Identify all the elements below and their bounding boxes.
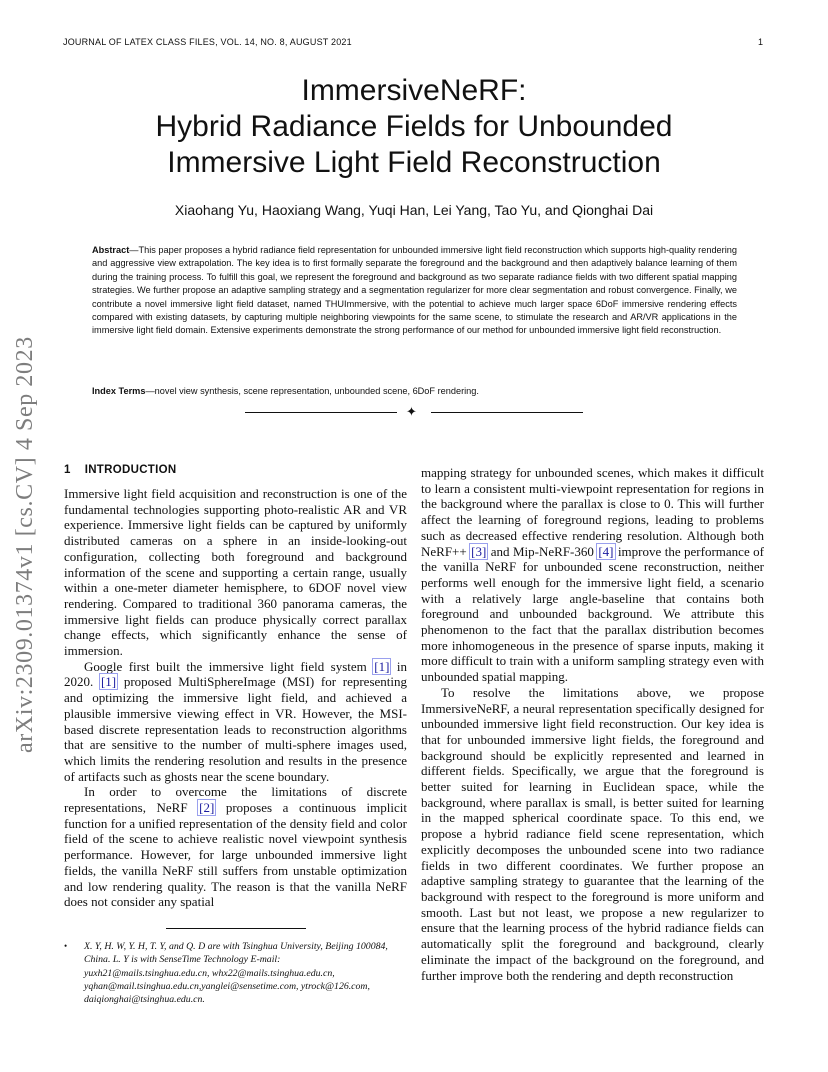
section-heading (64, 464, 176, 476)
paragraph-text: proposes a continuous implicit function for a unified representation of the density field and color field of the scene to achieve realistic novel viewpoint synthesis performance. However, for large unbounded immersive light fields, the vanilla NeRF still suffers from unstable optimization and low rendering quality. The reason is that the vanilla NeRF does not consider any spatial (64, 800, 407, 910)
page-number: 1 (758, 37, 764, 47)
section-divider (245, 404, 585, 420)
footnote-bullet-icon: • (64, 941, 68, 951)
index-terms-text: —novel view synthesis, scene representation, unbounded scene, 6DoF rendering. (145, 386, 479, 396)
right-column (421, 465, 764, 983)
divider-line-left (245, 412, 397, 413)
paragraph: Immersive light field acquisition and reconstruction is one of the fundamental technologies supporting photo-realistic AR and VR experience. Immersive light fields can be captured by uniformly distributed cameras on a sphere in an inside-looking-out configuration, collecting both foreground and background information of the scene and supporting a certain range, usually within a one-meter diameter hemisphere, to 6DOF novel view rendering. Compared to traditional 360 panorama cameras, the immersive light fields can produce physically correct parallax change effects, which significantly enhance the sense of immersion. (64, 486, 407, 659)
paragraph-text: improve the performance of the vanilla NeRF for unbounded scene reconstruction, neither performs well enough for the immersive light field, a scenario with a relatively large angle-baseline that contains both foreground and unbounded background. We attribute this phenomenon to the fact that the parallax distribution becomes more inhomogeneous in the presence of sparse inputs, making it more difficult to train with a uniform sampling strategy even with unbounded spatial mapping. (421, 543, 764, 685)
paragraph (64, 784, 407, 910)
citation-link[interactable]: [2] (199, 800, 215, 816)
citation-link[interactable]: [4] (598, 543, 614, 559)
footnote-text: X. Y, H. W, Y. H, T. Y, and Q. D are with Tsinghua University, Beijing 100084, China. L. Y is with SenseTime Technology E-mail: yuxh21@mails.tsinghua.edu.cn, whx22@mails.tsinghua.edu.cn, yqhan@mail.tsinghua.edu.cn,yanglei@sensetime.com, ytrock@126.com, daiqionghai@tsinghua.edu.cn. (84, 941, 388, 1006)
abstract-label: Abstract (92, 245, 130, 255)
left-column (64, 486, 407, 910)
abstract-text: —This paper proposes a hybrid radiance field representation for unbounded immersive light field reconstruction which supports high-quality rendering and aggressive view extrapolation. The key idea is to first formally separate the foreground and the background and then adaptively balance learning of them during the training process. To fulfill this goal, we represent the foreground and background as two separate radiance fields with two different spatial mapping strategies. We further propose an adaptive sampling strategy and a segmentation regularizer for more clear segmentation and robust convergence. Finally, we contribute a novel immersive light field dataset, named THUImmersive, with the potential to achieve much larger space 6DoF immersive rendering effects compared with existing datasets, by capturing multiple neighboring viewpoints for the same scene, to stimulate the research and AR/VR applications in the immersive light field domain. Extensive experiments demonstrate the strong performance of our method for unbounded immersive light field reconstruction. (92, 245, 737, 336)
citation-link[interactable]: [3] (471, 543, 487, 559)
section-title: INTRODUCTION (84, 464, 177, 476)
affiliation-footnote (64, 940, 407, 1006)
index-terms (92, 386, 737, 396)
title-line-2: Hybrid Radiance Fields for Unbounded (155, 110, 673, 143)
section-number: 1 (64, 464, 71, 476)
paragraph-text: In order to overcome the limitations of discrete representations, NeRF (64, 784, 407, 816)
footnote-rule (166, 928, 306, 929)
citation-link[interactable]: [1] (100, 674, 117, 690)
citation-link[interactable]: [1] (374, 658, 390, 674)
title-line-3: Immersive Light Field Reconstruction (167, 146, 661, 179)
running-header: JOURNAL OF LATEX CLASS FILES, VOL. 14, NO. 8, AUGUST 2021 (63, 37, 352, 47)
title-line-1: ImmersiveNeRF: (301, 74, 527, 107)
paper-title (60, 73, 768, 181)
paragraph (64, 659, 407, 785)
paragraph-text: and Mip-NeRF-360 (487, 543, 598, 559)
paragraph-text: Google first built the immersive light field system (84, 658, 374, 674)
divider-star-icon: ✦ (406, 404, 417, 419)
paragraph-text: mapping strategy for unbounded scenes, which makes it difficult to learn a consistent multi-viewpoint representation for regions in the background where the parallax is close to 0. This will further affect the learning of foreground regions, leading to problems such as decreased effective rendering resolution. Although both NeRF++ (421, 465, 764, 559)
paragraph (421, 465, 764, 685)
paragraph-text: proposed MultiSphereImage (MSI) for representing and optimizing the immersive light field, and achieved a plausible immersive viewing effect in VR. However, the MSI-based discrete representation leads to reconstruction algorithms that are sensitive to the number of multi-sphere images used, which limits the rendering resolution and results in the presence of artifacts such as ghosts near the scene boundary. (64, 674, 408, 784)
arxiv-stamp: arXiv:2309.01374v1 [cs.CV] 4 Sep 2023 (12, 336, 38, 753)
abstract (92, 244, 737, 338)
divider-line-right (431, 412, 583, 413)
index-terms-label: Index Terms (92, 386, 146, 396)
author-list: Xiaohang Yu, Haoxiang Wang, Yuqi Han, Lei Yang, Tao Yu, and Qionghai Dai (174, 202, 654, 218)
paragraph-text: in 2020. (64, 658, 407, 690)
paragraph: To resolve the limitations above, we propose ImmersiveNeRF, a neural representation specifically designed for unbounded immersive light field reconstruction. Our key idea is that for unbounded immersive light fields, the foreground and background should be explicitly represented and learned in different fields. Specifically, we argue that the foreground is better suited for learning in Euclidean space, while the background, where parallax is small, is better suited for learning in the mapped spherical coordinate space. To this end, we propose a hybrid radiance field scene representation, which explicitly decomposes the unbounded scene into two radiance fields in two different coordinates. We further propose an adaptive sampling strategy to guarantee that the learning of the background with respect to the foreground is more uniform and smooth. Last but not least, we propose a new regularizer to ensure that the learning process of the hybrid radiance fields can automatically split the foreground and background, clearly eliminate the impact of the background on the foreground, and further improve both the rendering and depth reconstruction (421, 684, 764, 983)
